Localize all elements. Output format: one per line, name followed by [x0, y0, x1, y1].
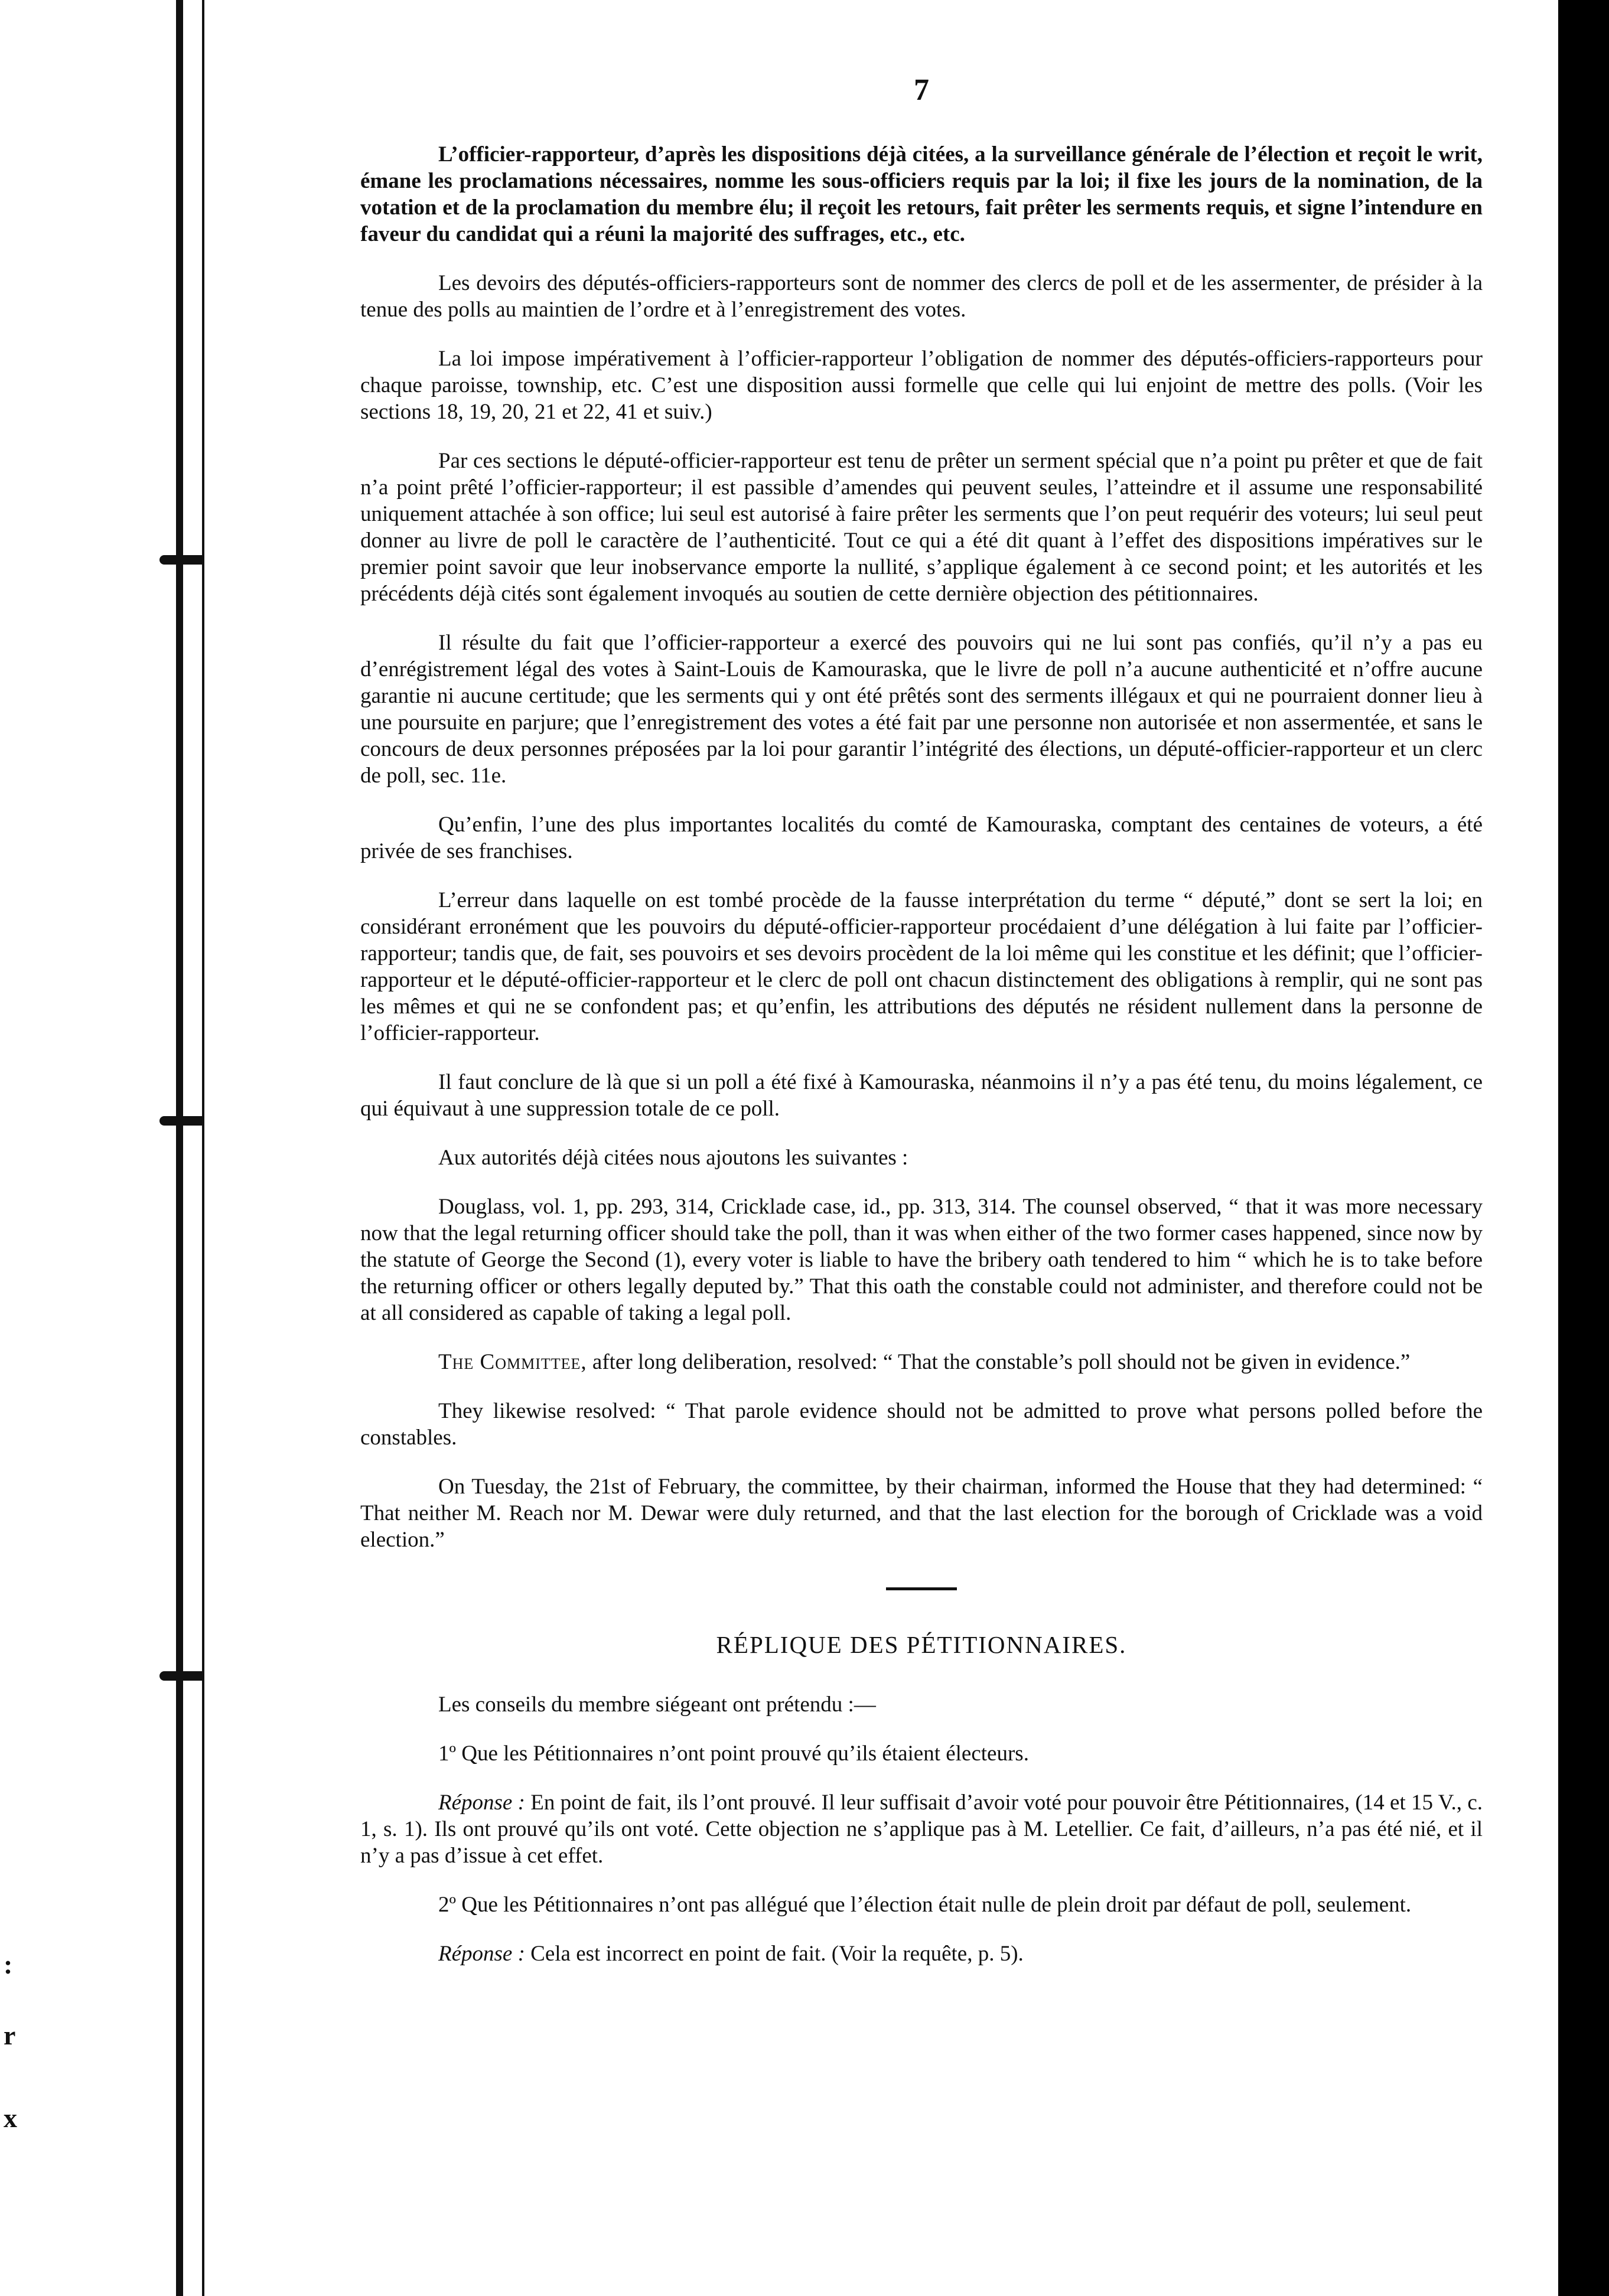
paragraph: Il faut conclure de là que si un poll a été fixé à Kamouraska, néanmoins il n’y a pas été tenu, du moins légalement, ce qui équivaut à une suppression totale de ce poll. — [360, 1070, 1483, 1121]
paragraph: L’erreur dans laquelle on est tombé procède de la fausse interprétation du terme “ député,” dont se sert la loi; en considérant erronément que les pouvoirs du député-officier-rapporteur procédaient d’une délégation à lui faite par l’officier-rapporteur; tandis que, de fait, ses pouvoirs et ses devoirs procèdent de la loi même qui les constitue et les définit; que l’officier-rapporteur et le député-officier-rapporteur et le clerc de poll ont chacun distinctement des obligations à remplir, qui ne sont pas les mêmes et qui ne se confondent pas; et qu’enfin, les attributions des députés ne résident nullement dans la personne de l’officier-rapporteur. — [360, 888, 1483, 1045]
margin-glyph: r — [4, 2020, 16, 2050]
binding-spine — [176, 0, 183, 2296]
committee-lead: The Committee, — [438, 1350, 587, 1374]
committee-text: after long deliberation, resolved: “ That the constable’s poll should not be given in evidence.” — [587, 1350, 1411, 1374]
paragraph: Aux autorités déjà citées nous ajoutons les suivantes : — [438, 1146, 908, 1170]
replique-intro: Les conseils du membre siégeant ont prétendu :— — [438, 1692, 876, 1717]
document-page — [360, 73, 1483, 1990]
paragraph: Par ces sections le député-officier-rapporteur est tenu de prêter un serment spécial que n’a point pu prêter et que de fait n’a point prêté l’officier-rapporteur; il est passible d’amendes qui peuvent seules, l’atteindre et il assume une responsabilité uniquement attachée à son office; lui seul est autorisé à faire prêter les serments que l’on peut requérir des voteurs; lui seul peut donner au livre de poll le caractère de l’authenticité. Tout ce qui a été dit quant à l’effet des dispositions impératives sur le premier point savoir que leur inobservance emporte la nullité, s’applique également à ce second point; et les autorités et les précédents déjà cités sont également invoqués au soutien de cette dernière objection des pétitionnaires. — [360, 449, 1483, 606]
committee-paragraph — [360, 1349, 1483, 1375]
replique-point: 2º Que les Pétitionnaires n’ont pas allégué que l’élection était nulle de plein droit par défaut de poll, seulement. — [438, 1893, 1412, 1917]
reponse-text: Cela est incorrect en point de fait. (Voir la requête, p. 5). — [525, 1942, 1024, 1966]
reponse-text: En point de fait, ils l’ont prouvé. Il leur suffisait d’avoir voté pour pouvoir être Pétitionnaires, (14 et 15 V., c. 1, s. 1). Ils ont prouvé qu’ils ont voté. Cette objection ne s’applique pas à M. Letellier. Ce fait, d’ailleurs, n’a pas été nié, et il n’y a pas d’issue à cet effet. — [360, 1791, 1483, 1868]
replique-reponse — [360, 1940, 1483, 1967]
page-number: 7 — [914, 73, 929, 107]
replique-reponse — [360, 1789, 1483, 1869]
paragraph: Qu’enfin, l’une des plus importantes localités du comté de Kamouraska, comptant des centaines de voteurs, a été privée de ses franchises. — [360, 813, 1483, 863]
paragraph: Les devoirs des députés-officiers-rapporteurs sont de nommer des clercs de poll et de les assermenter, de présider à la tenue des polls au maintien de l’ordre et à l’enregistrement des votes. — [360, 271, 1483, 322]
margin-glyph: : — [4, 1949, 13, 1979]
paragraph: Douglass, vol. 1, pp. 293, 314, Cricklade case, id., pp. 313, 314. The counsel observed, “ that it was more necessary now that the legal returning officer should take the poll, than it was when either of the two former cases happened, since now by the statute of George the Second (1), every voter is liable to have the bribery oath tendered to him “ which he is to take before the returning officer or others legally deputed by.” That this oath the constable could not administer, and therefore could not be at all considered as capable of taking a legal poll. — [360, 1195, 1483, 1325]
paragraph: Il résulte du fait que l’officier-rapporteur a exercé des pouvoirs qui ne lui sont pas confiés, qu’il n’y a pas eu d’enrégistrement légal des votes à Saint-Louis de Kamouraska, que le livre de poll n’a aucune authenticité et n’offre aucune garantie ni aucune certitude; que les serments qui y ont été prêtés sont des serments illégaux et qui ne pourraient donner lieu à une poursuite en parjure; que l’enregistrement des votes a été fait par une personne non autorisée et non assermentée, et sans le concours de deux personnes préposées par la loi pour garantir l’intégrité des élections, un député-officier-rapporteur et un clerc de poll, sec. 11e. — [360, 631, 1483, 788]
paragraph: On Tuesday, the 21st of February, the committee, by their chairman, informed the House that they had determined: “ That neither M. Reach nor M. Dewar were duly returned, and that the last election for the borough of Cricklade was a void election.” — [360, 1475, 1483, 1552]
reponse-label: Réponse : — [438, 1791, 525, 1815]
left-margin — [0, 0, 202, 2296]
paragraph: They likewise resolved: “ That parole evidence should not be admitted to prove what persons polled before the constables. — [360, 1399, 1483, 1450]
paragraph: La loi impose impérativement à l’officier-rapporteur l’obligation de nommer des députés-officiers-rapporteurs pour chaque paroisse, township, etc. C’est une disposition aussi formelle que celle qui lui enjoint de mettre des polls. (Voir les sections 18, 19, 20, 21 et 22, 41 et suiv.) — [360, 347, 1483, 424]
margin-glyph: x — [4, 2103, 17, 2133]
reponse-label: Réponse : — [438, 1942, 525, 1966]
replique-point: 1º Que les Pétitionnaires n’ont point prouvé qu’ils étaient électeurs. — [438, 1741, 1029, 1766]
section-heading: RÉPLIQUE DES PÉTITIONNAIRES. — [716, 1631, 1127, 1658]
paragraph: L’officier-rapporteur, d’après les dispositions déjà citées, a la surveillance générale de l’élection et reçoit le writ, émane les proclamations nécessaires, nomme les sous-officiers requis par la loi; il fixe les jours de la nomination, de la votation et de la proclamation du membre élu; il reçoit les retours, fait prêter les serments requis, et signe l’intendure en faveur du candidat qui a réuni la majorité des suffrages, etc., etc. — [360, 142, 1483, 246]
section-divider — [886, 1587, 957, 1590]
